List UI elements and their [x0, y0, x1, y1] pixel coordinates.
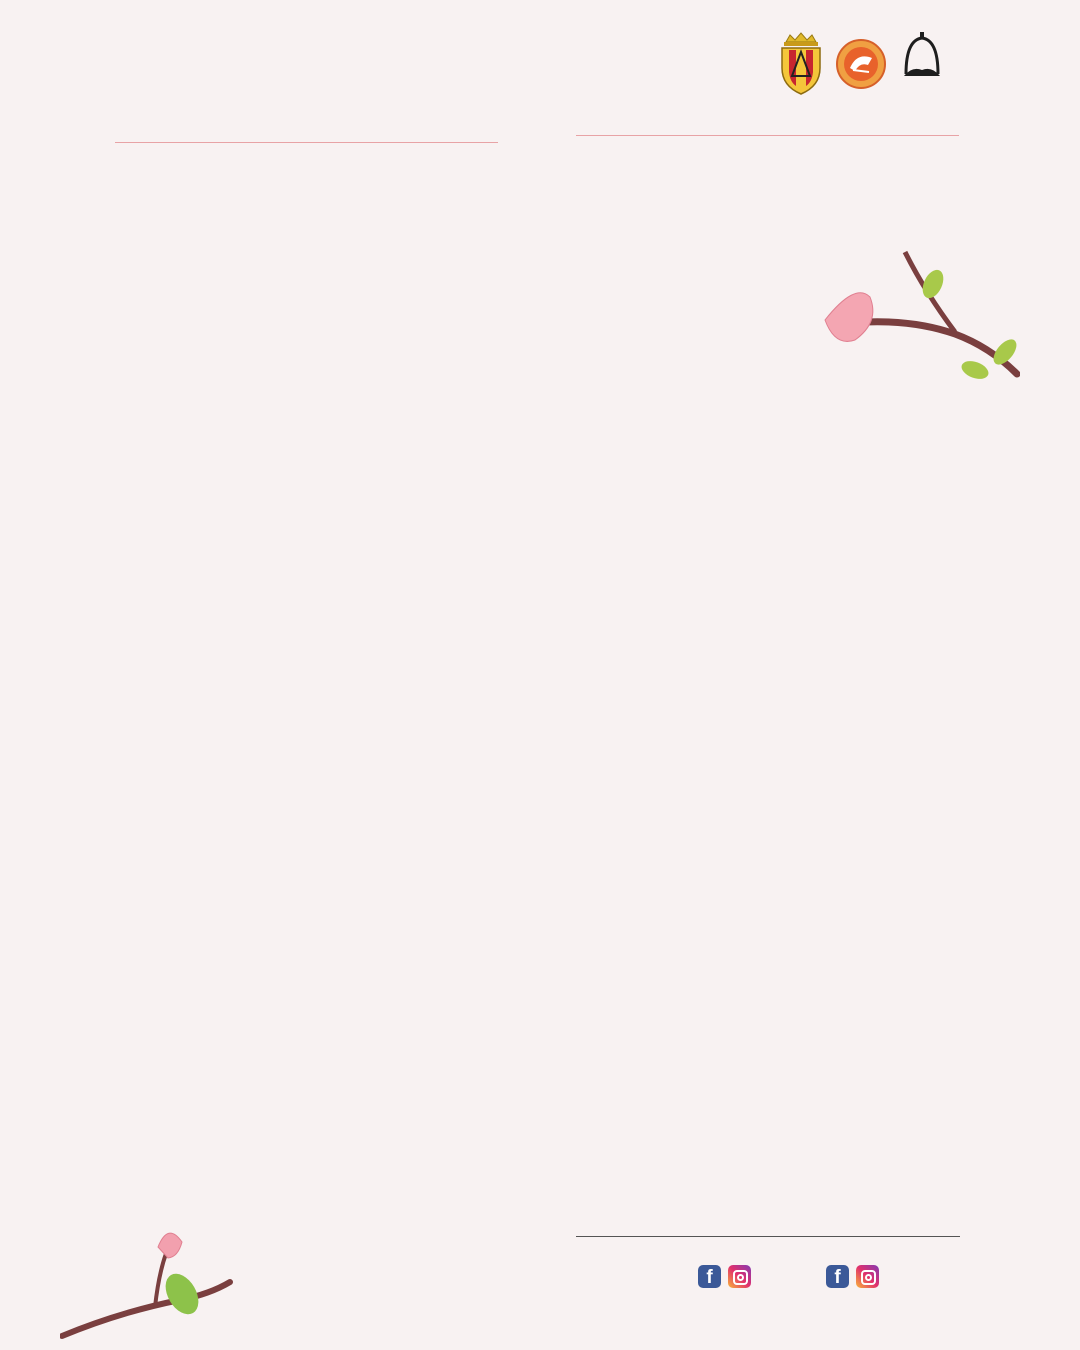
section-divider [576, 135, 959, 136]
social-pro-loco [826, 1265, 879, 1293]
blossom-branch-icon [795, 222, 1020, 384]
logos [778, 32, 948, 98]
footer [576, 1236, 960, 1309]
facebook-icon[interactable]: f [698, 1265, 721, 1288]
pro-loco-logo-icon [898, 32, 946, 96]
blossom-branch-bottom-icon [60, 1222, 460, 1340]
section-divider [115, 142, 498, 143]
right-column [576, 117, 996, 166]
blossom-cluster-icon [842, 730, 972, 840]
social-comune [698, 1265, 751, 1293]
instagram-icon[interactable] [728, 1265, 751, 1288]
footer-divider [576, 1236, 960, 1237]
staffolo-coat-of-arms-icon [778, 32, 824, 96]
left-column [115, 114, 535, 173]
instagram-icon[interactable] [856, 1265, 879, 1288]
facebook-icon[interactable]: f [826, 1265, 849, 1288]
banda-musicale-logo-icon [835, 38, 887, 90]
